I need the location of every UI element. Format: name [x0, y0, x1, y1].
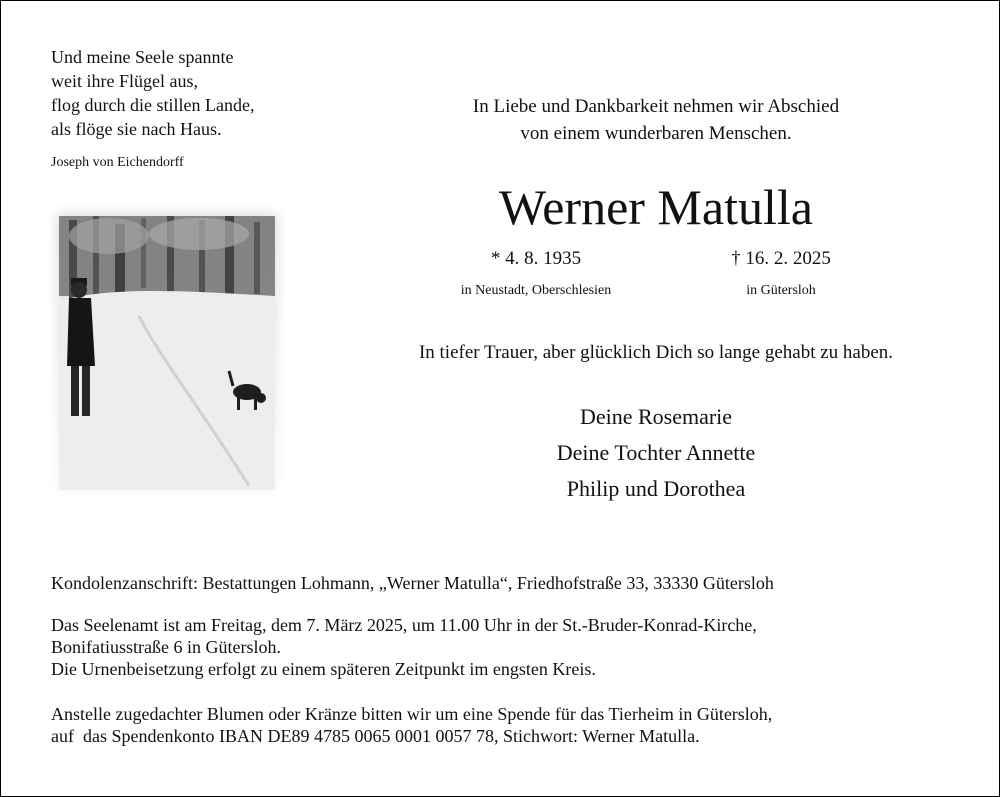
donation-line: auf das Spendenkonto IBAN DE89 4785 0065 0001 0057 78, Stichwort: Werner Matulla. — [51, 726, 700, 746]
condolence-address: Kondolenzanschrift: Bestattungen Lohmann, „Werner Matulla“, Friedhofstraße 33, 33330 Gütersloh — [51, 573, 774, 593]
signer: Deine Rosemarie — [579, 404, 733, 429]
service-line: Die Urnenbeisetzung erfolgt zu einem späteren Zeitpunkt im engsten Kreis. — [51, 659, 596, 679]
poem-line: Und meine Seele spannte — [51, 47, 234, 67]
mourning-text: In tiefer Trauer, aber glücklich Dich so lange gehabt zu haben. — [418, 342, 894, 363]
birth-place: in Neustadt, Oberschlesien — [460, 283, 612, 298]
poem-author: Joseph von Eichendorff — [51, 155, 184, 170]
signer: Deine Tochter Annette — [556, 440, 756, 465]
signers — [331, 399, 981, 507]
winter-walk-photo — [49, 206, 285, 498]
death-date: † 16. 2. 2025 — [731, 248, 831, 269]
poem-line: als flöge sie nach Haus. — [51, 119, 222, 139]
poem — [51, 45, 254, 141]
signer: Philip und Dorothea — [566, 476, 746, 501]
service-info — [51, 614, 981, 680]
donation-info — [51, 703, 981, 747]
deceased-name: Werner Matulla — [499, 179, 813, 235]
service-line: Bonifatiusstraße 6 in Gütersloh. — [51, 637, 281, 657]
donation-line: Anstelle zugedachter Blumen oder Kränze bitten wir um eine Spende für das Tierheim in Gütersloh, — [51, 704, 773, 724]
intro-line: von einem wunderbaren Menschen. — [520, 123, 792, 144]
intro-text — [331, 93, 981, 147]
death-place: in Gütersloh — [746, 283, 816, 298]
poem-line: flog durch die stillen Lande, — [51, 95, 255, 115]
service-line: Das Seelenamt ist am Freitag, dem 7. März 2025, um 11.00 Uhr in der St.-Bruder-Konrad-Kirche, — [51, 615, 757, 635]
birth-date: * 4. 8. 1935 — [490, 248, 582, 269]
intro-line: In Liebe und Dankbarkeit nehmen wir Abschied — [472, 96, 840, 117]
poem-line: weit ihre Flügel aus, — [51, 71, 198, 91]
